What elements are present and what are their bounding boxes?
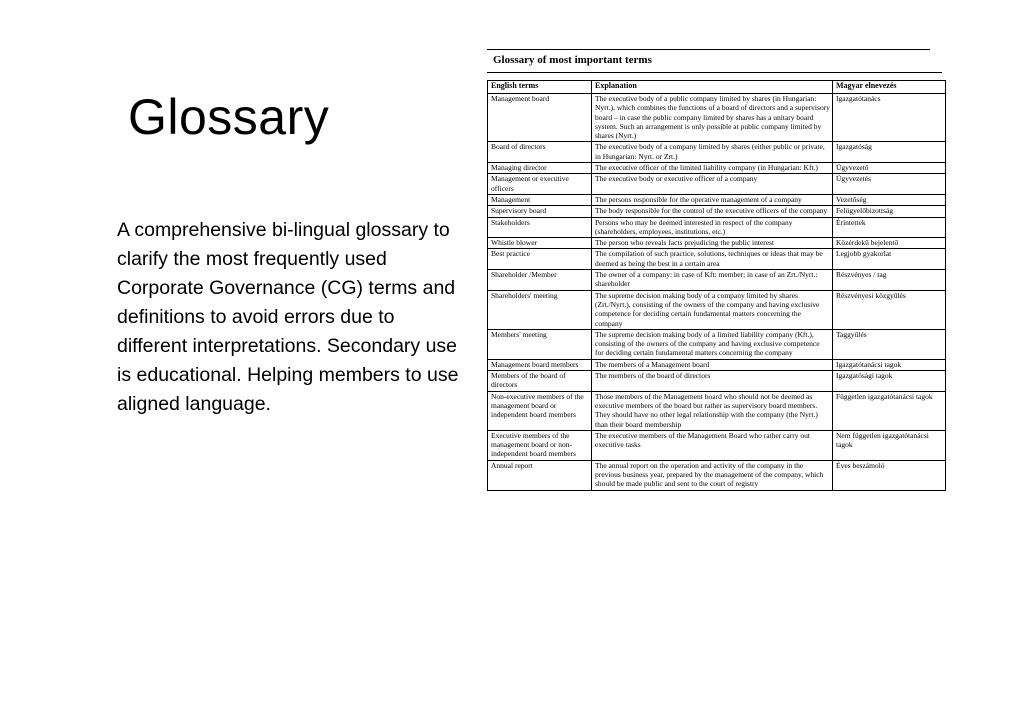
- term-cell: Non-executive members of the management board or independent board members: [488, 391, 592, 430]
- magyar-cell: Közérdekű bejelentő: [833, 238, 946, 249]
- magyar-cell: Igazgatótanácsi tagok: [833, 359, 946, 370]
- term-cell: Best practice: [488, 249, 592, 270]
- explanation-cell: The supreme decision making body of a limited liability company (Kft.), consisting of the owners of the company and having exclusive competence for deciding certain fundamental matters concerning the company: [592, 329, 833, 359]
- magyar-cell: Független igazgatótanácsi tagok: [833, 391, 946, 430]
- term-cell: Shareholders' meeting: [488, 290, 592, 329]
- magyar-cell: Igazgatóság: [833, 142, 946, 163]
- explanation-cell: Persons who may be deemed interested in respect of the company (shareholders, employees, institutions, etc.): [592, 217, 833, 238]
- table-row: [488, 174, 946, 195]
- term-cell: Whistle blower: [488, 238, 592, 249]
- slide-title: Glossary: [128, 89, 330, 145]
- term-cell: Members of the board of directors: [488, 371, 592, 392]
- term-cell: Managing director: [488, 163, 592, 174]
- term-cell: Supervisory board: [488, 206, 592, 217]
- magyar-cell: Legjobb gyakorlat: [833, 249, 946, 270]
- glossary-body: [488, 94, 946, 491]
- magyar-cell: Ügyvezetés: [833, 174, 946, 195]
- table-row: [488, 430, 946, 460]
- magyar-cell: Ügyvezető: [833, 163, 946, 174]
- term-cell: Executive members of the management board or non-independent board members: [488, 430, 592, 460]
- table-row: [488, 194, 946, 205]
- table-row: [488, 270, 946, 291]
- magyar-cell: Részvényesi közgyűlés: [833, 290, 946, 329]
- glossary-title: Glossary of most important terms: [493, 54, 652, 66]
- magyar-cell: Részvényes / tag: [833, 270, 946, 291]
- table-row: [488, 206, 946, 217]
- term-cell: Members' meeting: [488, 329, 592, 359]
- table-row: [488, 290, 946, 329]
- magyar-cell: Igazgatósági tagok: [833, 371, 946, 392]
- header-row: [488, 81, 946, 94]
- magyar-cell: Érintettek: [833, 217, 946, 238]
- term-cell: Management: [488, 194, 592, 205]
- magyar-cell: Taggyűlés: [833, 329, 946, 359]
- table-row: [488, 371, 946, 392]
- header-magyar: Magyar elnevezés: [833, 81, 946, 94]
- table-row: [488, 460, 946, 490]
- explanation-cell: The executive officer of the limited liability company (in Hungarian: Kft.): [592, 163, 833, 174]
- term-cell: Shareholder /Member: [488, 270, 592, 291]
- explanation-cell: The members of the board of directors: [592, 371, 833, 392]
- top-rule: [487, 49, 930, 50]
- term-cell: Management or executive officers: [488, 174, 592, 195]
- table-row: [488, 163, 946, 174]
- explanation-cell: The executive body of a public company limited by shares (in Hungarian: Nyrt.), which combines the functions of a board of directors and a supervisory board – in case the public company limited by shares has a unitary board system. Such an arrangement is only possible at public company limited by shares (Nyrt.): [592, 94, 833, 142]
- term-cell: Stakeholders: [488, 217, 592, 238]
- table-row: [488, 359, 946, 370]
- term-cell: Management board: [488, 94, 592, 142]
- term-cell: Annual report: [488, 460, 592, 490]
- explanation-cell: The person who reveals facts prejudicing the public interest: [592, 238, 833, 249]
- table-row: [488, 249, 946, 270]
- explanation-cell: The executive members of the Management Board who rather carry out executive tasks: [592, 430, 833, 460]
- title-rule: [487, 72, 942, 73]
- glossary-table: [487, 80, 946, 491]
- explanation-cell: The members of a Management board: [592, 359, 833, 370]
- magyar-cell: Éves beszámoló: [833, 460, 946, 490]
- explanation-cell: Those members of the Management board who should not be deemed as executive members of the board but rather as supervisory board members. They should have no other legal relationship with the company (the Nyrt.) than their board membership: [592, 391, 833, 430]
- explanation-cell: The executive body or executive officer of a company: [592, 174, 833, 195]
- term-cell: Board of directors: [488, 142, 592, 163]
- explanation-cell: The persons responsible for the operative management of a company: [592, 194, 833, 205]
- explanation-cell: The supreme decision making body of a company limited by shares (Zrt./Nyrt.), consisting of the owners of the company and having exclusive competence for deciding certain fundamental matters concerning the company: [592, 290, 833, 329]
- header-explanation: Explanation: [592, 81, 833, 94]
- table-row: [488, 217, 946, 238]
- table-row: [488, 142, 946, 163]
- explanation-cell: The owner of a company: in case of Kft: member; in case of an Zrt./Nyrt.: shareholder: [592, 270, 833, 291]
- explanation-cell: The executive body of a company limited by shares (either public or private, in Hungarian: Nyrt. or Zrt.): [592, 142, 833, 163]
- magyar-cell: Igazgatótanács: [833, 94, 946, 142]
- explanation-cell: The annual report on the operation and activity of the company in the previous business year, prepared by the management of the company, which should be made public and sent to the court of registry: [592, 460, 833, 490]
- magyar-cell: Vezetőség: [833, 194, 946, 205]
- term-cell: Management board members: [488, 359, 592, 370]
- table-row: [488, 329, 946, 359]
- explanation-cell: The body responsible for the control of the executive officers of the company: [592, 206, 833, 217]
- slide-description: A comprehensive bi-lingual glossary to clarify the most frequently used Corporate Governance (CG) terms and definitions to avoid errors due to different interpretations. Secondary use is educational. Helping members to use aligned language.: [117, 219, 459, 415]
- table-row: [488, 238, 946, 249]
- magyar-cell: Felügyelőbizottság: [833, 206, 946, 217]
- table-row: [488, 391, 946, 430]
- explanation-cell: The compilation of such practice, solutions, techniques or ideas that may be deemed as being the best in a certain area: [592, 249, 833, 270]
- table-row: [488, 94, 946, 142]
- header-english-terms: English terms: [488, 81, 592, 94]
- magyar-cell: Nem független igazgatótanácsi tagok: [833, 430, 946, 460]
